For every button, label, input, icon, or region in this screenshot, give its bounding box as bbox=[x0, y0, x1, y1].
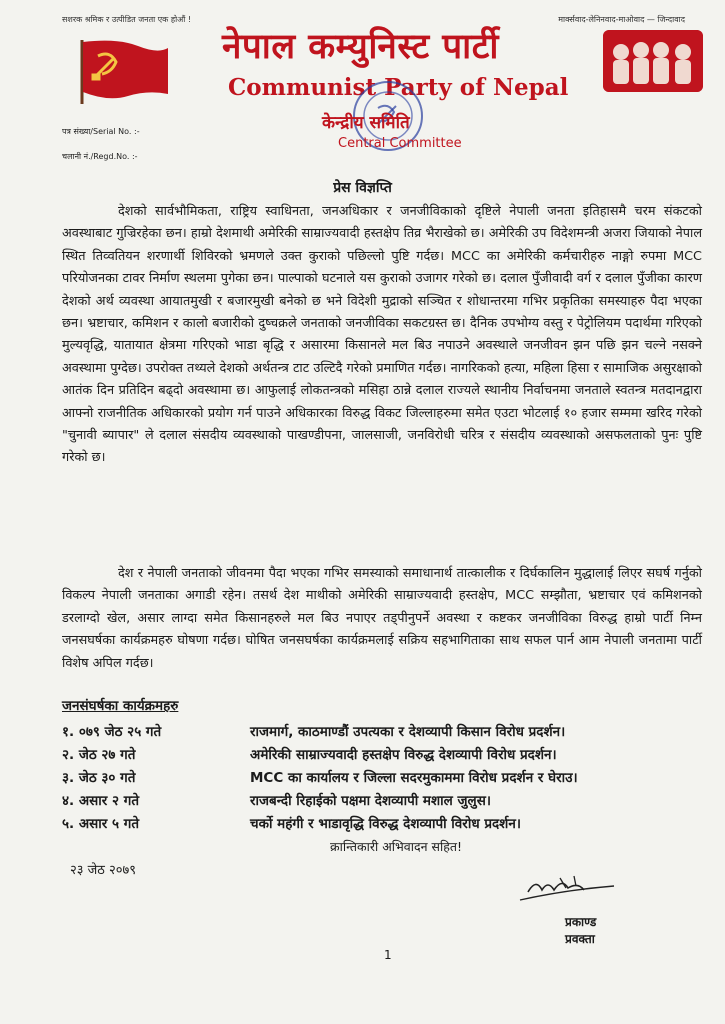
program-heading: जनसंघर्षका कार्यक्रमहरु bbox=[62, 698, 179, 714]
page-number: 1 bbox=[384, 948, 392, 962]
registration-number-label: चलानी नं./Regd.No. :- bbox=[62, 152, 138, 161]
program-date: ५. असार ५ गते bbox=[62, 816, 140, 832]
signer-title: प्रवक्ता bbox=[565, 932, 595, 946]
document-date: २३ जेठ २०७९ bbox=[70, 863, 137, 878]
program-event: अमेरिकी साम्राज्यवादी हस्तक्षेप विरुद्ध देशव्यापी विरोध प्रदर्शन। bbox=[250, 747, 557, 763]
program-event: MCC का कार्यालय र जिल्ला सदरमुकाममा विरोध प्रदर्शन र घेराउ। bbox=[250, 770, 578, 786]
program-event: राजमार्ग, काठमाण्डौं उपत्यका र देशव्यापी किसान विरोध प्रदर्शन। bbox=[250, 724, 566, 740]
program-date: ३. जेठ ३० गते bbox=[62, 770, 136, 786]
party-flag-icon bbox=[78, 38, 170, 104]
serial-number-label: पत्र संख्या/Serial No. :- bbox=[62, 127, 140, 136]
closing-greeting: क्रान्तिकारी अभिवादन सहित! bbox=[330, 839, 462, 854]
leaders-portrait-icon bbox=[603, 30, 703, 92]
program-date: ४. असार २ गते bbox=[62, 793, 140, 809]
committee-name-english: Central Committee bbox=[338, 136, 462, 151]
program-event: चर्को महंगी र भाडावृद्धि विरुद्ध देशव्यापी विरोध प्रदर्शन। bbox=[250, 816, 521, 832]
signature-icon bbox=[510, 866, 620, 912]
program-event: राजबन्दी रिहाईको पक्षमा देशव्यापी मशाल जुलुस। bbox=[250, 793, 491, 809]
signer-name: प्रकाण्ड bbox=[565, 915, 597, 929]
program-date: १. ०७९ जेठ २५ गते bbox=[62, 724, 162, 740]
slogan-right: मार्क्सवाद-लेनिनवाद-माओवाद — जिन्दावाद bbox=[558, 15, 685, 24]
press-release-heading: प्रेस विज्ञप्ति bbox=[333, 180, 392, 196]
party-name-nepali: नेपाल कम्युनिस्ट पार्टी bbox=[222, 27, 499, 67]
slogan-left: सशरक श्रमिक र उत्पीडित जनता एक होऔं ! bbox=[62, 15, 192, 24]
paragraph-2: देश र नेपाली जनताको जीवनमा पैदा भएका गभिर समस्याको समाधानार्थ तात्कालीक र दिर्घकालिन मुद्धालाई लिएर सघर्ष गर्नुको विकल्प नेपाली जनताका अगाडी रहेन। तसर्थ देश माथीको अमेरिकी साम्राज्यवादी हस्तक्षेप, MCC सम्झौता, भ्रष्टाचार एवं कमिशनको डरलाग्दो खेल, असार लाग्दा समेत किसानहरुले मल बिउ नपाएर तड्पीनुपर्ने अवस्था र कष्टकर जनजीविका विरुद्ध हाम्रो पार्टी निम्न जनसघर्षका कार्यक्रमहरु घोषणा गर्दछ। घोषित जनसघर्षका कार्यक्रमलाई सक्रिय सहभागिताका साथ सफल पार्न आम नेपाली जनतामा पार्टी विशेष अपिल गर्दछ। bbox=[62, 566, 702, 671]
committee-name-nepali: केन्द्रीय समिति bbox=[322, 113, 410, 133]
paragraph-1: देशको सार्वभौमिकता, राष्ट्रिय स्वाधिनता, जनअधिकार र जनजीविकाको दृष्टिले नेपाली जनता इतिहासमै चरम संकटको अवस्थाबाट गुज्रिरहेका छन। हाम्रो देशमाथी अमेरिकी साम्राज्यवादी हस्तक्षेप तिव्र भैराखेको छ। अमेरिकी उप विदेशमन्त्री अजरा जियाको नेपाल स्थित तिव्वतियन शरणार्थी शिविरको भ्रमणले उक्त कुराको पछिल्लो पुष्टि गर्दछ। MCC का अमेरिकी कर्मचारीहरु नाङ्गो रुपमा MCC परियोजनका टावर निर्माण स्थलमा पुगेका छन। पाल्पाको घटनाले यस कुराको उजागर गरेको छ। दलाल पुँजीवादी वर्ग र दलाल पुँजीका कारण देशको अर्थ व्यवस्था आयातमुखी र बजारमुखी बनेको छ भने विदेशी मुद्राको सञ्चित र शोधान्तरमा गभिर प्रकृतिका समस्याहरु पैदा भएका छन। भ्रष्टाचार, कमिशन र कालो बजारीको दुष्चक्रले जनताको जनजीविका सकटग्रस्त छ। दैनिक उपभोग्य वस्तु र पेट्रोलियम पदार्थमा गरिएको मुल्यवृद्धि, यातायात क्षेत्रमा गरिएको भाडा बृद्धि र असारमा किसानले मल बिउ नपाउने अवस्थाले जनजीवन झन पछि झन चल्ने नसक्ने अवस्थामा पुग्देछ। उपरोक्त तथ्यले देशको अर्थतन्त्र टाट उल्टिदै गरेको प्रमाणित गर्दछ। नागरिकको हत्या, महिला हिसा र सामाजिक असुरक्षाको आतंक दिन प्रतिदिन बढ्दो अवस्थामा छ। आफुलाई लोकतन्त्रको मसिहा ठान्ने दलाल राज्यले स्थानीय निर्वाचनमा जनताले स्वतन्त्र मतदानद्वारा आफ्नो राजनीतिक अधिकारको प्रयोग गर्न पाउने अधिकारका विरुद्ध विकट जिल्लाहरुमा समेत एउटा भोटलाई १० हजार सम्ममा खरिद गरेको "चुनावी ब्यापार" ले दलाल संसदीय व्यवस्थाको पाखण्डीपना, जालसाजी, जनविरोधी चरित्र र संसदीय व्यवस्थाको असफलताको पुनः पुष्टि गरेको छ। bbox=[62, 204, 702, 466]
party-name-english: Communist Party of Nepal bbox=[228, 74, 569, 101]
program-date: २. जेठ २७ गते bbox=[62, 747, 136, 763]
